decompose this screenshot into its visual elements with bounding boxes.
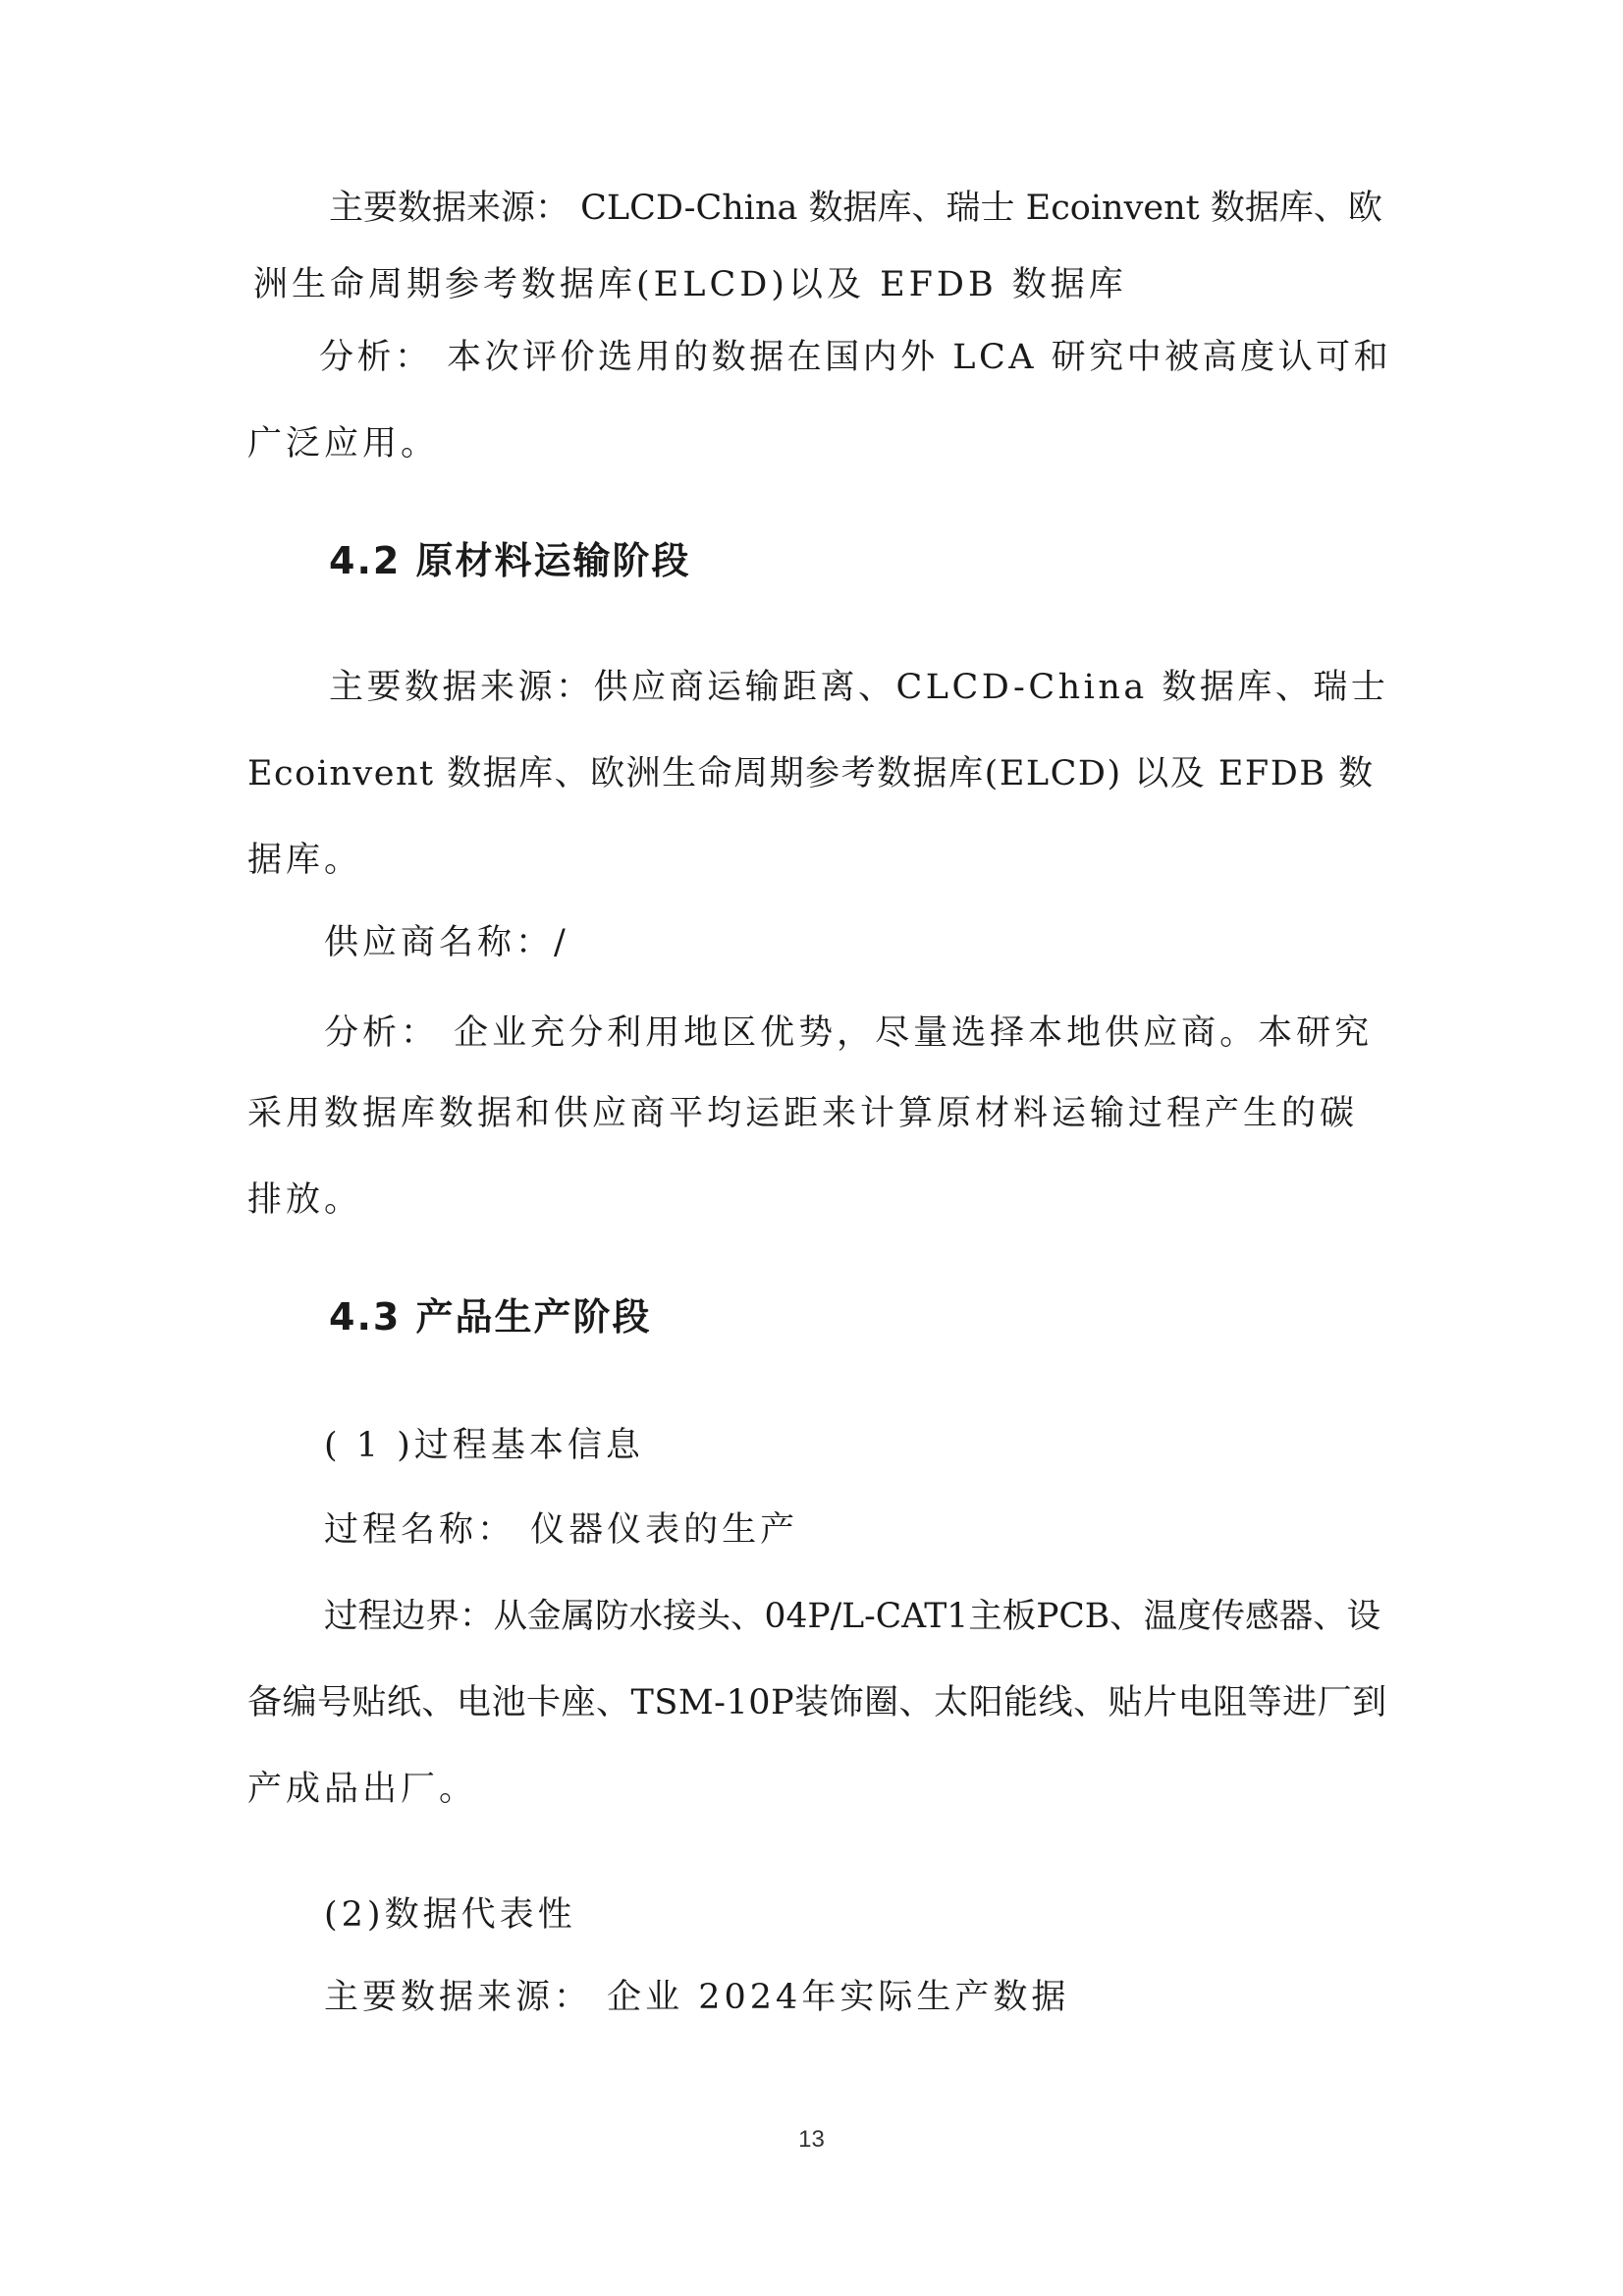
source-paragraph-line: 主要数据来源： 企业 2024年实际生产数据 [324, 1978, 1070, 2017]
boundary-paragraph-line: 产成品出厂。 [247, 1770, 478, 1809]
source-paragraph-line: 据库。 [247, 841, 363, 880]
analysis-paragraph-line: 分析： 本次评价选用的数据在国内外 LCA 研究中被高度认可和 [319, 338, 1392, 377]
source-paragraph-line: Ecoinvent 数据库、欧洲生命周期参考数据库(ELCD) 以及 EFDB 数 [247, 754, 1375, 793]
source-paragraph-line: 主要数据来源：供应商运输距离、CLCD-China 数据库、瑞士 [329, 668, 1389, 707]
section-heading: 4.2 原材料运输阶段 [329, 539, 691, 582]
supplier-name-line: 供应商名称：/ [324, 923, 569, 962]
section-heading: 4.3 产品生产阶段 [329, 1295, 652, 1339]
boundary-paragraph-line: 备编号贴纸、电池卡座、TSM-10P装饰圈、太阳能线、贴片电阻等进厂到 [247, 1683, 1387, 1722]
page-number: 13 [798, 2126, 825, 2153]
subsection-title: (2)数据代表性 [324, 1895, 576, 1935]
analysis-paragraph-line: 广泛应用。 [247, 424, 440, 464]
source-paragraph-line: 主要数据来源： CLCD-China 数据库、瑞士 Ecoinvent 数据库、欧 [329, 189, 1382, 228]
subsection-title: ( 1 )过程基本信息 [324, 1426, 644, 1465]
source-paragraph-line: 洲生命周期参考数据库(ELCD)以及 EFDB 数据库 [253, 265, 1127, 304]
boundary-paragraph-line: 过程边界：从金属防水接头、04P/L-CAT1主板PCB、温度传感器、设 [324, 1597, 1381, 1636]
process-name-line: 过程名称： 仪器仪表的生产 [324, 1510, 799, 1550]
analysis-paragraph-line: 排放。 [247, 1180, 363, 1220]
analysis-paragraph-line: 采用数据库数据和供应商平均运距来计算原材料运输过程产生的碳 [247, 1094, 1359, 1133]
analysis-paragraph-line: 分析： 企业充分利用地区优势，尽量选择本地供应商。本研究 [324, 1013, 1374, 1053]
